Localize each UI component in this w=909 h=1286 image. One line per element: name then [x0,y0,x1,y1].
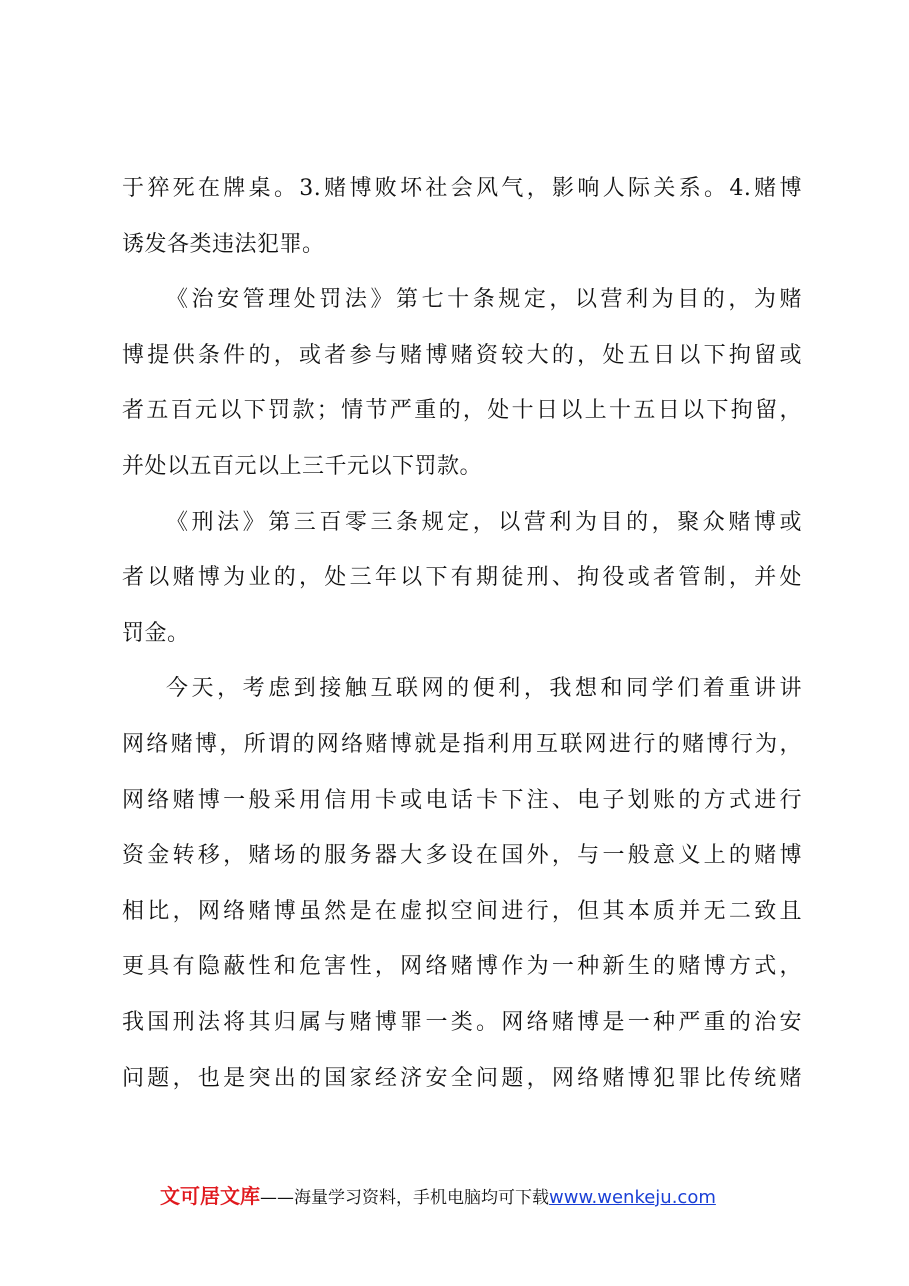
footer-banner [160,1180,716,1212]
text-line: 博提供条件的，或者参与赌博赌资较大的，处五日以下拘留或 [122,342,802,368]
document-body [122,161,802,1106]
text-line: 罚金。 [122,620,190,646]
text-line: 网络赌博一般采用信用卡或电话卡下注、电子划账的方式进行 [122,787,802,813]
text-line: 网络赌博，所谓的网络赌博就是指利用互联网进行的赌博行为， [122,731,802,757]
footer-slogan: ——海量学习资料，手机电脑均可下载 [260,1188,549,1208]
text-line: 我国刑法将其归属与赌博罪一类。网络赌博是一种严重的治安 [122,1009,802,1035]
text-line: 《刑法》第三百零三条规定，以营利为目的，聚众赌博或 [166,509,802,535]
text-line: 资金转移，赌场的服务器大多设在国外，与一般意义上的赌博 [122,843,802,869]
text-line: 于猝死在牌桌。3.赌博败坏社会风气，影响人际关系。4.赌博 [122,176,802,201]
footer-site-link[interactable]: www.wenkeju.com [549,1187,716,1208]
text-line: 今天，考虑到接触互联网的便利，我想和同学们着重讲讲 [166,676,802,702]
text-line: 《治安管理处罚法》第七十条规定，以营利为目的，为赌 [166,287,802,313]
text-line: 并处以五百元以上三千元以下罚款。 [122,453,483,479]
text-line: 问题，也是突出的国家经济安全问题，网络赌博犯罪比传统赌 [122,1065,802,1091]
text-line: 者以赌博为业的，处三年以下有期徒刑、拘役或者管制，并处 [122,565,802,591]
text-line: 相比，网络赌博虽然是在虚拟空间进行，但其本质并无二致且 [122,898,802,924]
text-line: 诱发各类违法犯罪。 [122,231,325,257]
footer-brand: 文可居文库 [160,1184,260,1208]
text-line: 更具有隐蔽性和危害性，网络赌博作为一种新生的赌博方式， [122,954,802,980]
text-line: 者五百元以下罚款；情节严重的，处十日以上十五日以下拘留， [122,398,802,424]
